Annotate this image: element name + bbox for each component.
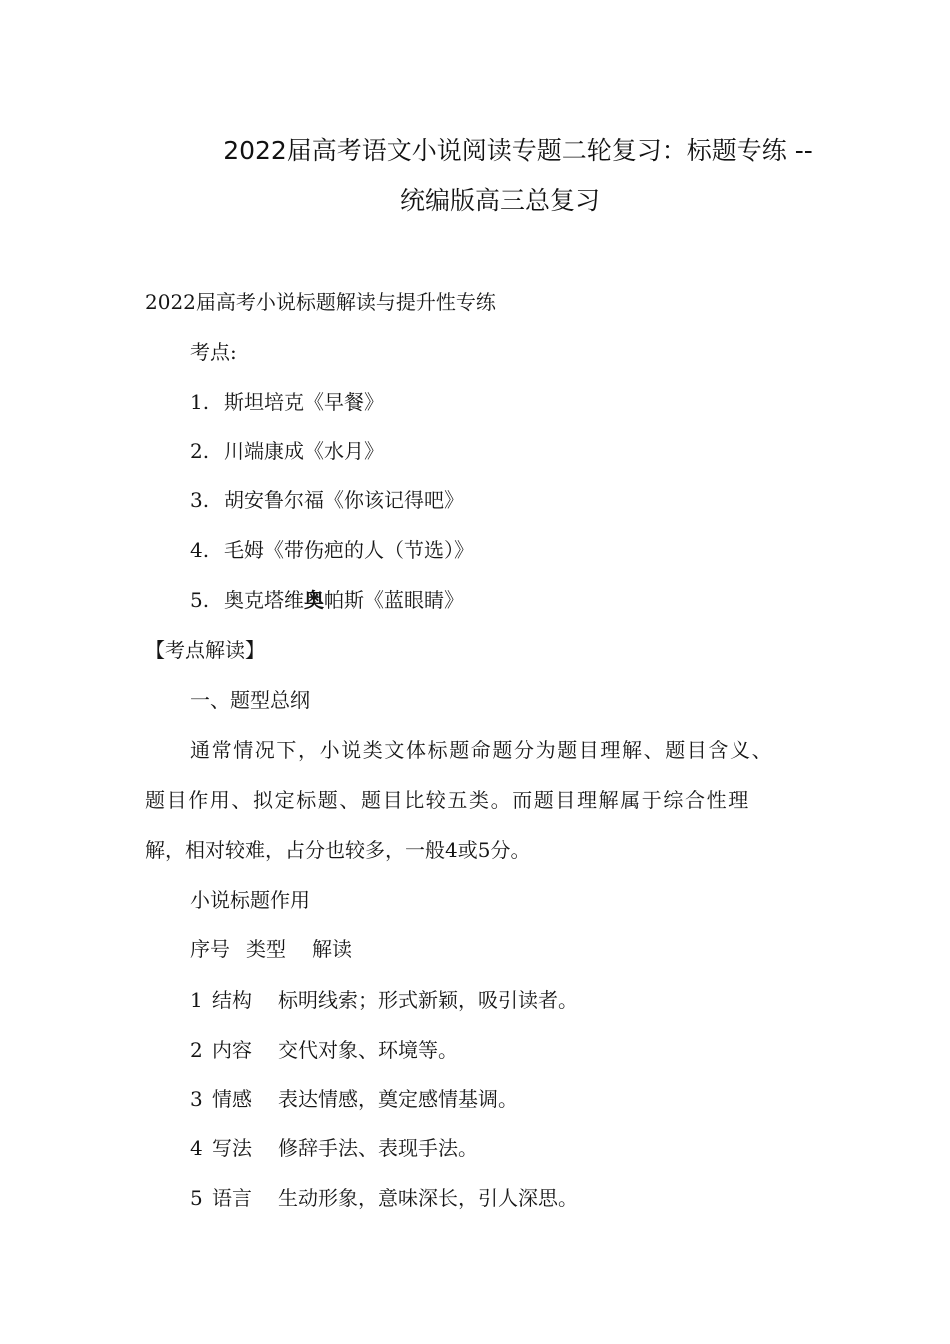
table-row [190,1134,478,1162]
table-cell-description: 生动形象，意味深长，引人深思。 [278,1186,578,1210]
exam-point-number: 2. [190,439,210,463]
table-header-number: 序号 [190,937,230,961]
exam-point-item [190,486,464,514]
table-row [190,1184,578,1212]
exam-point-text: 奥克塔维 [224,588,304,612]
exam-point-item [190,437,384,465]
exam-point-text: 胡安鲁尔福《你该记得吧》 [224,488,464,512]
section-heading: 【考点解读】 [145,638,265,662]
table-cell-type: 写法 [212,1136,252,1160]
table-title: 小说标题作用 [190,888,310,912]
exam-point-item [190,536,474,564]
exam-point-item [190,586,464,614]
exam-point-text: 帕斯《蓝眼睛》 [324,588,464,612]
table-row [190,986,578,1014]
table-row [190,1036,458,1064]
exam-point-text: 川端康成《水月》 [224,439,384,463]
exam-points-label: 考点: [190,340,237,364]
paragraph-line: 解，相对较难，占分也较多，一般4或5分。 [145,838,531,862]
table-row [190,1085,518,1113]
exam-point-text: 毛姆《带伤疤的人（节选）》 [224,538,474,562]
exam-point-number: 5. [190,588,210,612]
exam-point-number: 4. [190,538,210,562]
table-cell-description: 修辞手法、表现手法。 [278,1136,478,1160]
table-cell-description: 表达情感，奠定感情基调。 [278,1087,518,1111]
table-cell-type: 内容 [212,1038,252,1062]
table-cell-number: 2 [190,1038,203,1062]
exam-point-number: 1. [190,390,210,414]
table-header-row [190,935,352,963]
exam-point-text: 斯坦培克《早餐》 [224,390,384,414]
table-cell-number: 4 [190,1136,203,1160]
table-header-description: 解读 [312,937,352,961]
table-cell-number: 5 [190,1186,203,1210]
document-title-line-1: 2022届高考语文小说阅读专题二轮复习：标题专练 -- [223,136,813,165]
exam-point-item [190,388,384,416]
table-cell-type: 结构 [212,988,252,1012]
paragraph-line: 通常情况下，小说类文体标题命题分为题目理解、题目含义、 [190,738,774,762]
table-cell-type: 情感 [212,1087,252,1111]
table-cell-type: 语言 [212,1186,252,1210]
table-cell-number: 1 [190,988,203,1012]
paragraph-line: 题目作用、拟定标题、题目比较五类。而题目理解属于综合性理 [145,788,750,812]
table-cell-description: 交代对象、环境等。 [278,1038,458,1062]
exam-point-text-bold: 奥 [304,588,324,612]
exam-point-number: 3. [190,488,210,512]
table-cell-number: 3 [190,1087,203,1111]
document-title-line-2: 统编版高三总复习 [399,186,600,215]
subsection-heading: 一、题型总纲 [190,688,310,712]
table-header-type: 类型 [246,937,286,961]
table-cell-description: 标明线索；形式新颖，吸引读者。 [278,988,578,1012]
document-subtitle: 2022届高考小说标题解读与提升性专练 [145,290,496,314]
